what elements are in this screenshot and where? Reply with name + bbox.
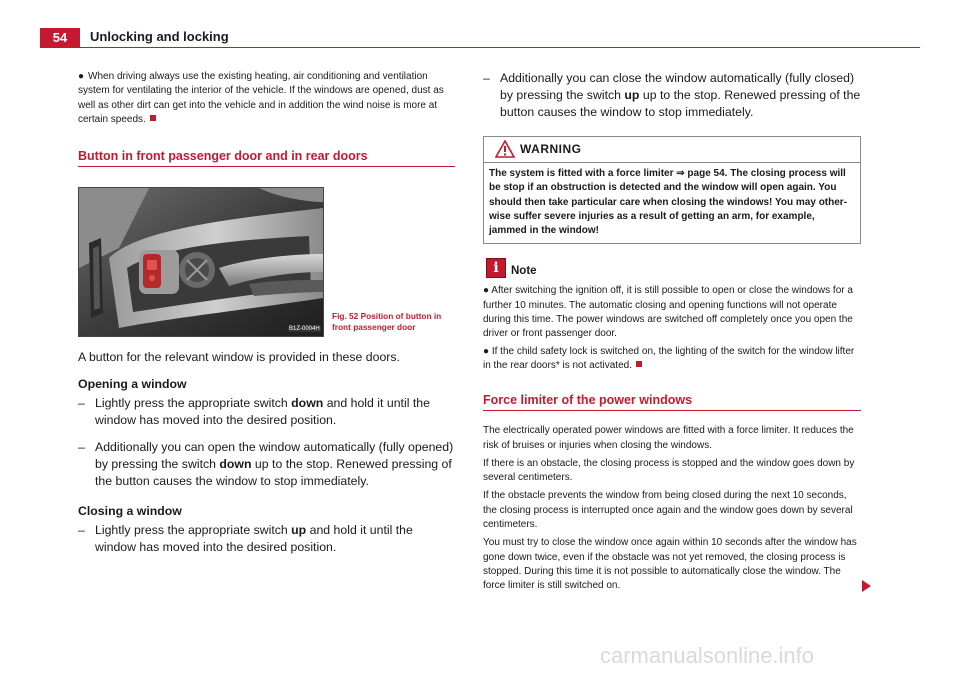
opening-step-1: – Lightly press the appropriate switch down and hold it until the window has moved into the desired position. — [78, 396, 430, 428]
closing-step-1: – Lightly press the appropriate switch up and hold it until the window has moved into the desired position. — [78, 523, 413, 555]
force-limiter-paragraph-2: If there is an obstacle, the closing process is stopped and the window goes down by several centimeters. — [483, 457, 855, 484]
note-bullet-1: ● After switching the ignition off, it is still possible to open or close the windows for a further 10 minutes. The automatic closing and opening functions will not operate during this time. The power windows are switched off completely once you open the driver or front passenger door. — [483, 285, 853, 340]
end-of-section-icon — [636, 361, 642, 367]
page-number: 54 — [40, 28, 80, 48]
bullet-icon: ● — [78, 71, 85, 82]
warning-title: WARNING — [520, 142, 582, 156]
chapter-title: Unlocking and locking — [90, 29, 229, 44]
opening-heading: Opening a window — [78, 377, 187, 392]
note-bullet-2: ● If the child safety lock is switched on, the lighting of the switch for the window lifter in the rear doors* is not activated. — [483, 345, 855, 371]
page-header — [40, 28, 920, 48]
header-rule — [80, 47, 920, 48]
intro-bullet: ● When driving always use the existing heating, air conditioning and ventilation system for ventilating the interior of the vehicle. If the windows are opened, dust as well as other dirt can get into the vehicle and in addition the wind noise is more at certain speeds. — [78, 71, 444, 125]
section-title-button-doors: Button in front passenger door and in rear doors — [78, 149, 455, 167]
right-column — [483, 70, 861, 594]
force-limiter-paragraph-4: You must try to close the window once again within 10 seconds after the window has gone down twice, even if the obstacle was not yet removed, the closing process is stopped. During this time it is not possible to automatically close the window. The force limiter is still switched on. — [483, 537, 857, 592]
force-limiter-paragraph-1: The electrically operated power windows are fitted with a force limiter. It reduces the risk of bruises or injuries when closing the windows. — [483, 425, 854, 451]
warning-header — [484, 137, 860, 163]
watermark: carmanualsonline.info — [600, 643, 815, 668]
lead-text: A button for the relevant window is provided in these doors. — [78, 350, 400, 365]
door-button-photo — [78, 187, 324, 337]
figure-code: B1Z-0004H — [289, 326, 320, 333]
note-title: Note — [511, 265, 537, 278]
section-title-force-limiter: Force limiter of the power windows — [483, 393, 861, 411]
figure-52 — [78, 187, 455, 337]
left-column — [78, 70, 455, 556]
note-header — [483, 258, 861, 282]
warning-text: The system is fitted with a force limiter ⇒ page 54. The closing process will be stop if an obstruction is detected and the window will open again. You should then take particular care when closing the windows! You may other-wise suffer severe injuries as a result of getting an arm, for example, jammed in the window! — [489, 168, 848, 237]
continue-arrow-icon — [862, 580, 871, 592]
warning-triangle-icon — [495, 140, 515, 158]
force-limiter-paragraph-3: If the obstacle prevents the window from being closed during the next 10 seconds, the closing process is interrupted once again and the window goes down by several centimeters. — [483, 490, 853, 531]
bullet-icon: ● — [483, 345, 490, 357]
closing-heading: Closing a window — [78, 504, 182, 519]
opening-step-2: – Additionally you can open the window automatically (fully opened) by pressing the switch down up to the stop. Renewed pressing of the button causes the window to stop immediately. — [78, 440, 454, 489]
bullet-icon: ● — [483, 285, 490, 297]
end-of-section-icon — [150, 115, 156, 121]
door-interior-illustration — [79, 188, 323, 336]
info-icon: i — [486, 258, 506, 278]
figure-caption: Fig. 52 Position of button in front passenger door — [332, 311, 442, 333]
closing-step-2: – Additionally you can close the window automatically (fully closed) by pressing the switch up up to the stop. Renewed pressing of the button causes the window to stop immediately. — [483, 71, 861, 119]
warning-box — [483, 136, 861, 244]
